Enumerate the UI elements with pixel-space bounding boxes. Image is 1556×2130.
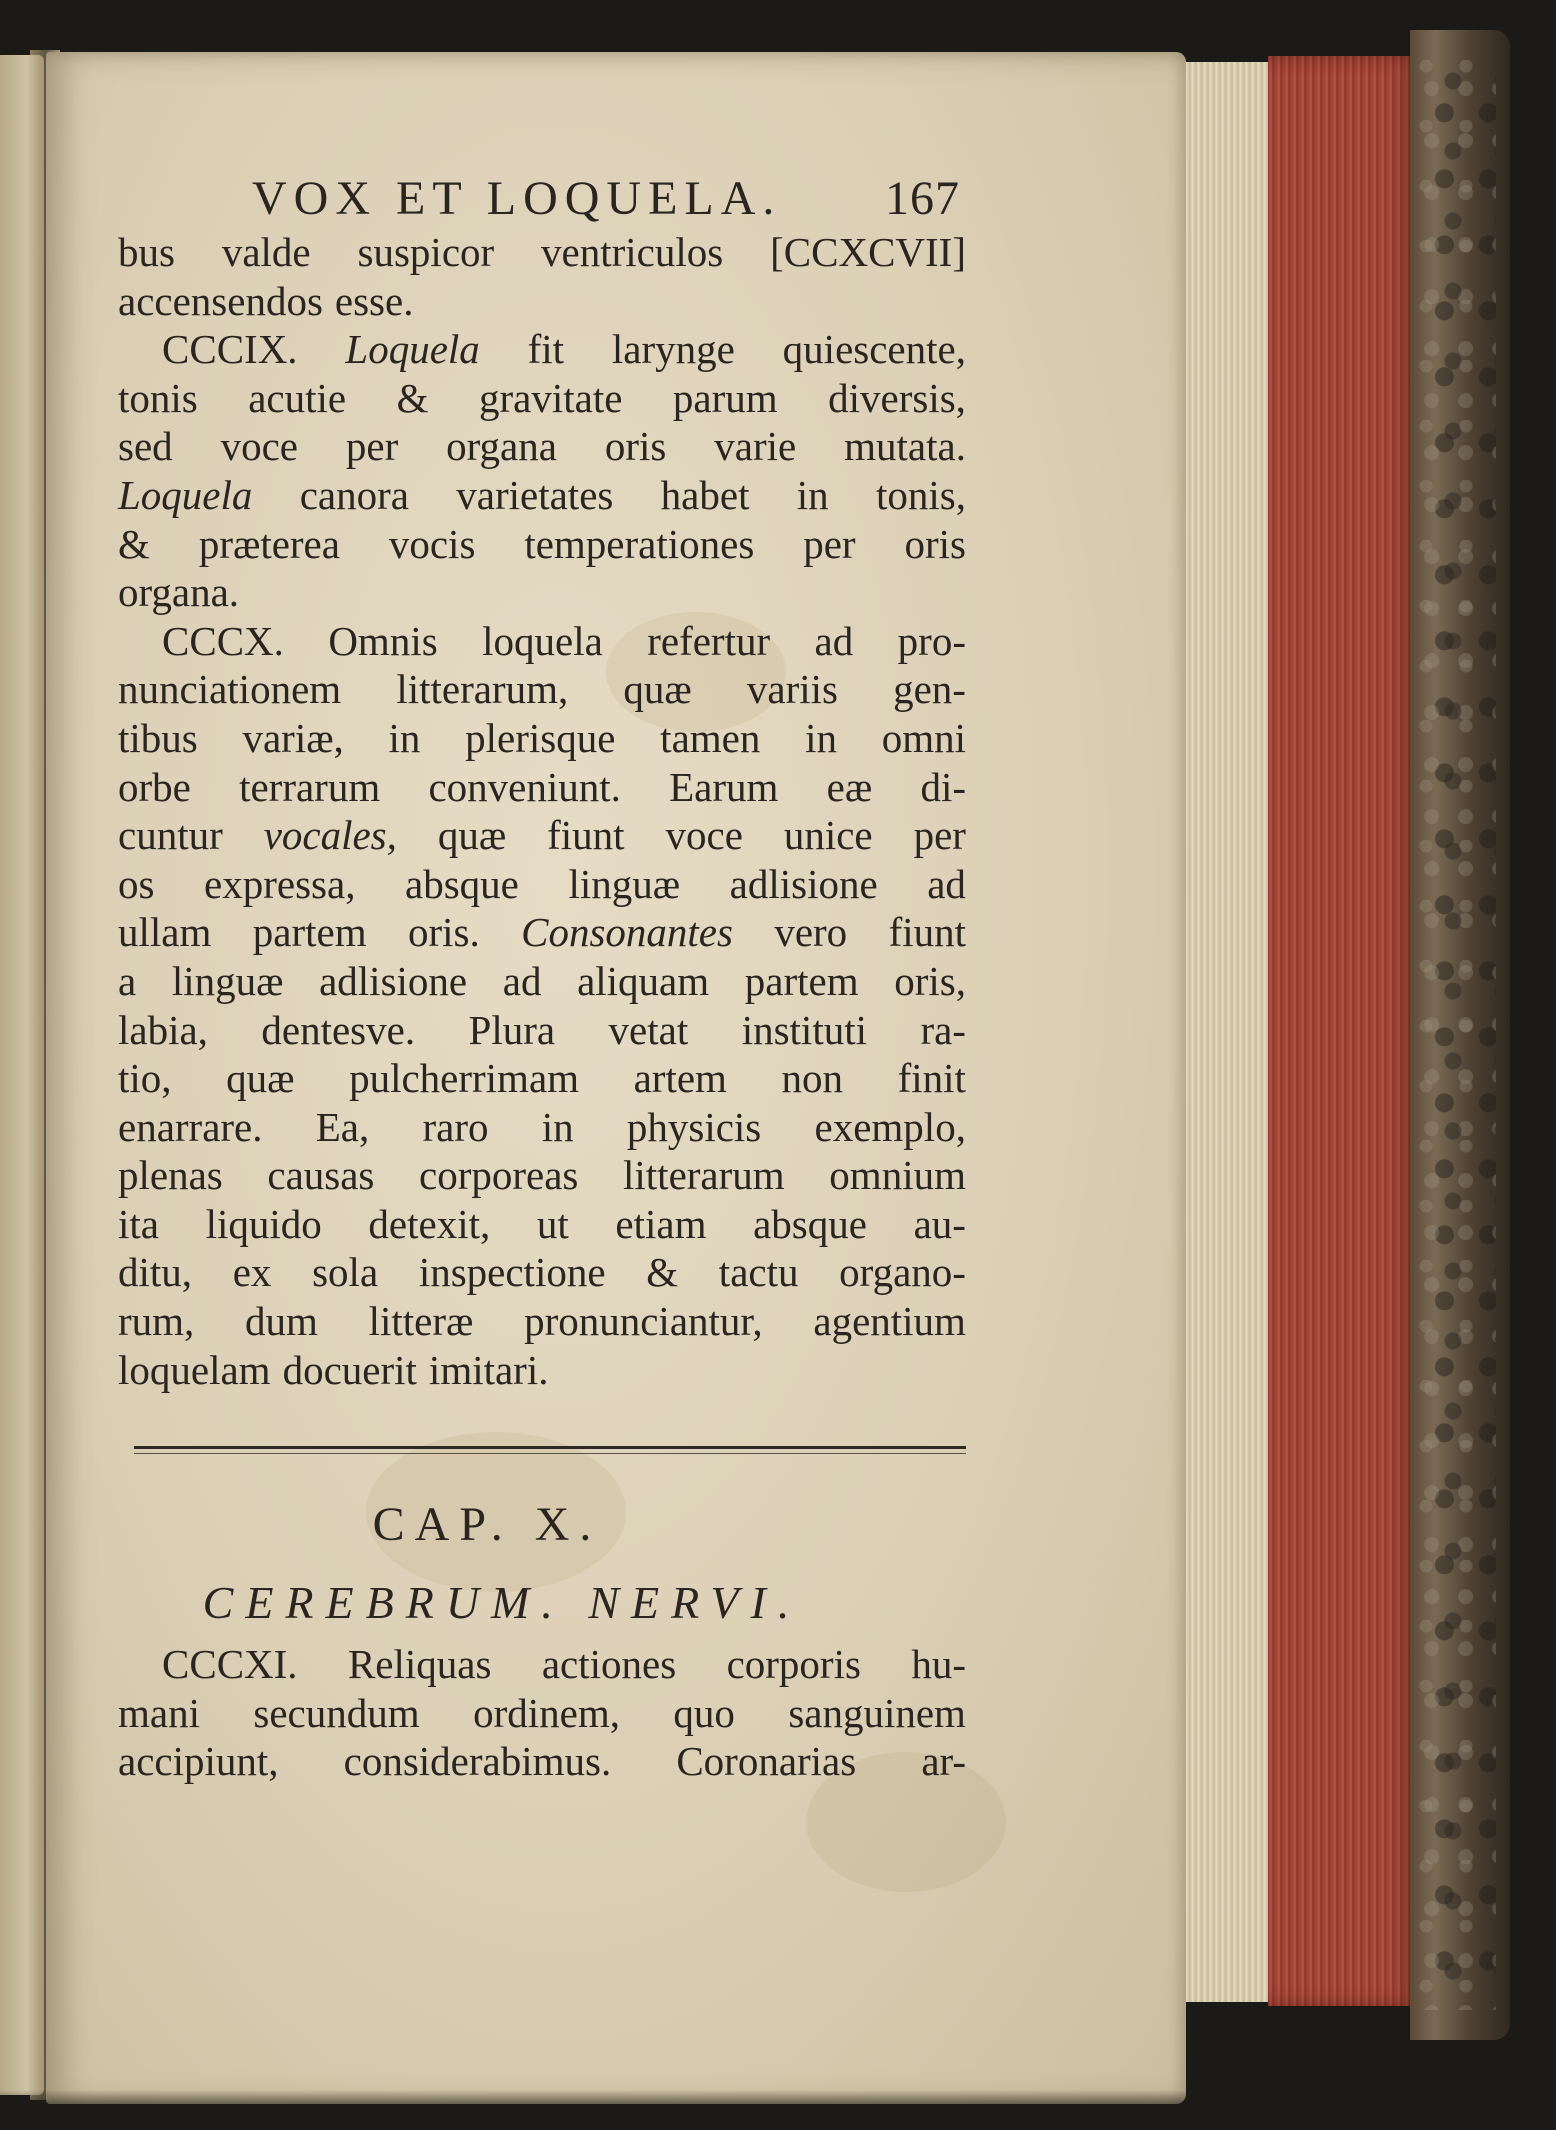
word: ad — [927, 860, 966, 907]
word: orbe — [118, 763, 191, 810]
word: dum — [245, 1298, 318, 1345]
word: variis — [746, 666, 838, 713]
word: instituti — [741, 1006, 867, 1053]
word: a — [118, 957, 137, 1004]
word: Omnis — [328, 617, 438, 664]
word: mutata. — [844, 423, 966, 470]
word: tibus — [118, 714, 198, 761]
word: quæ — [623, 666, 692, 713]
word: exemplo, — [814, 1103, 966, 1150]
word: artem — [633, 1055, 727, 1102]
word: varietates — [456, 471, 614, 518]
cover-marbling — [1418, 60, 1496, 2010]
word: & — [646, 1249, 679, 1296]
word: enarrare. — [118, 1103, 263, 1150]
word: voce — [665, 812, 743, 859]
word: CCCIX. — [162, 326, 298, 373]
word: Reliquas — [347, 1641, 492, 1688]
word: oris — [904, 520, 966, 567]
word: omni — [881, 714, 966, 761]
word: inspectione — [418, 1249, 606, 1296]
word: acutie — [248, 374, 347, 421]
text-line — [118, 714, 966, 763]
word: etiam — [615, 1200, 707, 1247]
word: ar- — [921, 1738, 966, 1785]
word: os — [118, 860, 155, 907]
word: adlisione — [319, 957, 468, 1004]
word: suspicor — [357, 229, 495, 275]
word: docuerit — [282, 1346, 417, 1393]
word: di- — [920, 763, 966, 810]
word: absque — [405, 860, 519, 907]
word: quæ — [437, 812, 507, 859]
word: per — [913, 812, 966, 859]
word: valde — [221, 229, 311, 275]
word: cuntur — [118, 812, 223, 859]
word: CCCX. — [162, 617, 284, 664]
word: in — [796, 471, 829, 518]
word: dentesve. — [261, 1006, 416, 1053]
word: sed — [118, 423, 173, 470]
text-line — [118, 617, 966, 666]
word: conveniunt. — [428, 763, 621, 810]
body-text-section-1 — [118, 228, 966, 1394]
word: esse. — [334, 277, 414, 324]
word: litterarum — [623, 1152, 785, 1199]
word: Earum — [669, 763, 779, 810]
text-line — [118, 374, 966, 423]
word: tonis — [118, 374, 198, 421]
word: non — [781, 1055, 844, 1102]
word: diversis, — [828, 374, 966, 421]
word: ditu, — [118, 1249, 193, 1296]
word: pronunciantur, — [524, 1298, 763, 1345]
word: detexit, — [368, 1200, 491, 1247]
text-line — [118, 1689, 966, 1738]
body-text-section-2 — [118, 1640, 966, 1786]
text-line — [118, 277, 966, 326]
word: plenas — [118, 1152, 223, 1199]
word: Loquela — [345, 326, 480, 373]
text-line — [118, 520, 966, 569]
text-line — [118, 422, 966, 471]
word: ita — [118, 1200, 159, 1247]
word: vocales, — [263, 812, 397, 859]
text-line — [118, 763, 966, 812]
text-line — [118, 1103, 966, 1152]
word: fit — [527, 326, 565, 373]
word: expressa, — [204, 860, 356, 907]
text-line — [118, 228, 966, 277]
word: secundum — [253, 1689, 420, 1736]
word: oris. — [407, 909, 480, 956]
word: & — [118, 520, 150, 567]
text-line — [118, 1297, 966, 1346]
text-line — [118, 1054, 966, 1103]
word: vocis — [388, 520, 476, 567]
word: larynge — [611, 326, 735, 373]
word: partem — [744, 957, 859, 1004]
word: sanguinem — [788, 1689, 966, 1736]
word: per — [345, 423, 399, 470]
word: per — [803, 520, 856, 567]
word: Plura — [468, 1006, 556, 1053]
word: causas — [267, 1152, 375, 1199]
word: Ea, — [315, 1103, 370, 1150]
word: quo — [673, 1689, 735, 1736]
word: rum, — [118, 1298, 195, 1345]
word: temperationes — [524, 520, 755, 567]
word: finit — [897, 1055, 966, 1102]
word: ra- — [920, 1006, 966, 1053]
word: ordinem, — [473, 1689, 620, 1736]
word: oris — [604, 423, 667, 470]
word: pulcherrimam — [349, 1055, 580, 1102]
word: sola — [312, 1249, 379, 1296]
word: voce — [220, 423, 298, 470]
word: in — [541, 1103, 574, 1150]
word: vero — [774, 909, 848, 956]
word: au- — [913, 1200, 966, 1247]
word: gen- — [893, 666, 966, 713]
word: ad — [814, 617, 854, 664]
word: ullam — [118, 909, 212, 956]
text-line — [118, 908, 966, 957]
chapter-heading: CAP. X. — [372, 1498, 602, 1552]
bottom-shadow — [0, 2090, 1556, 2130]
text-line — [118, 568, 966, 617]
word: Coronarias — [676, 1738, 857, 1785]
word: refertur — [647, 617, 771, 664]
text-line — [118, 1346, 966, 1395]
word: fiunt — [888, 909, 966, 956]
text-line — [118, 1006, 966, 1055]
word: mani — [118, 1689, 200, 1736]
word: [CCXCVII] — [770, 229, 966, 275]
word: adlisione — [729, 860, 878, 907]
word: organo- — [839, 1249, 966, 1296]
text-line — [118, 811, 966, 860]
word: eæ — [826, 763, 873, 810]
word: raro — [422, 1103, 489, 1150]
word: labia, — [118, 1006, 208, 1053]
word: parum — [672, 374, 778, 421]
word: tonis, — [876, 471, 966, 518]
word: corporeas — [419, 1152, 579, 1199]
word: & — [396, 374, 429, 421]
word: accensendos — [118, 277, 323, 324]
word: linguæ — [568, 860, 681, 907]
text-line — [118, 1640, 966, 1689]
word: liquido — [205, 1200, 322, 1247]
word: imitari. — [428, 1346, 549, 1393]
word: agentium — [813, 1298, 966, 1345]
text-line — [118, 1737, 966, 1786]
section-rule — [134, 1446, 966, 1454]
word: litteræ — [368, 1298, 474, 1345]
word: organa. — [118, 569, 240, 616]
text-line — [118, 325, 966, 374]
text-line — [118, 1248, 966, 1297]
chapter-title: CEREBRUM. NERVI. — [202, 1577, 802, 1629]
word: quiescente, — [782, 326, 966, 373]
text-line — [118, 471, 966, 520]
word: tamen — [660, 714, 761, 761]
word: nunciationem — [118, 666, 342, 713]
running-head — [252, 170, 966, 228]
word: partem — [252, 909, 367, 956]
word: fiunt — [547, 812, 625, 859]
word: corporis — [726, 1641, 861, 1688]
word: absque — [753, 1200, 867, 1247]
word: loquelam — [118, 1346, 271, 1393]
word: oris, — [894, 957, 966, 1004]
page-number: 167 — [885, 172, 960, 225]
text-line — [118, 957, 966, 1006]
word: physicis — [626, 1103, 762, 1150]
word: omnium — [829, 1152, 966, 1199]
word: gravitate — [479, 374, 623, 421]
word: in — [388, 714, 421, 761]
running-head-title: VOX ET LOQUELA. — [252, 172, 782, 225]
word: unice — [783, 812, 873, 859]
word: accipiunt, — [118, 1738, 279, 1785]
text-line — [118, 860, 966, 909]
red-page-edge — [1268, 56, 1418, 2006]
word: in — [805, 714, 837, 761]
word: varie — [714, 423, 797, 470]
word: ventriculos — [541, 229, 724, 275]
word: terrarum — [239, 763, 381, 810]
word: habet — [660, 471, 750, 518]
page-text-block — [118, 170, 966, 1786]
word: ut — [536, 1200, 569, 1247]
word: vetat — [608, 1006, 689, 1053]
text-line — [118, 1151, 966, 1200]
word: linguæ — [171, 957, 284, 1004]
word: quæ — [226, 1055, 295, 1102]
text-line — [118, 1200, 966, 1249]
word: actiones — [541, 1641, 677, 1688]
word: pro- — [897, 617, 966, 664]
word: loquela — [482, 617, 603, 664]
previous-page-edge — [0, 55, 44, 2095]
word: Consonantes — [521, 909, 733, 956]
word: canora — [299, 471, 409, 518]
word: tio, — [118, 1055, 172, 1102]
word: plerisque — [465, 714, 616, 761]
word: litterarum, — [396, 666, 569, 713]
word: bus — [118, 229, 175, 275]
word: ex — [232, 1249, 272, 1296]
word: considerabimus. — [343, 1738, 612, 1785]
word: præterea — [198, 520, 340, 567]
word: aliquam — [577, 957, 710, 1004]
word: variæ, — [242, 714, 344, 761]
word: ad — [502, 957, 542, 1004]
word: tactu — [718, 1249, 799, 1296]
word: Loquela — [118, 471, 253, 518]
word: organa — [446, 423, 557, 470]
word: hu- — [911, 1641, 966, 1688]
text-line — [118, 665, 966, 714]
word: CCCXI. — [162, 1641, 298, 1688]
